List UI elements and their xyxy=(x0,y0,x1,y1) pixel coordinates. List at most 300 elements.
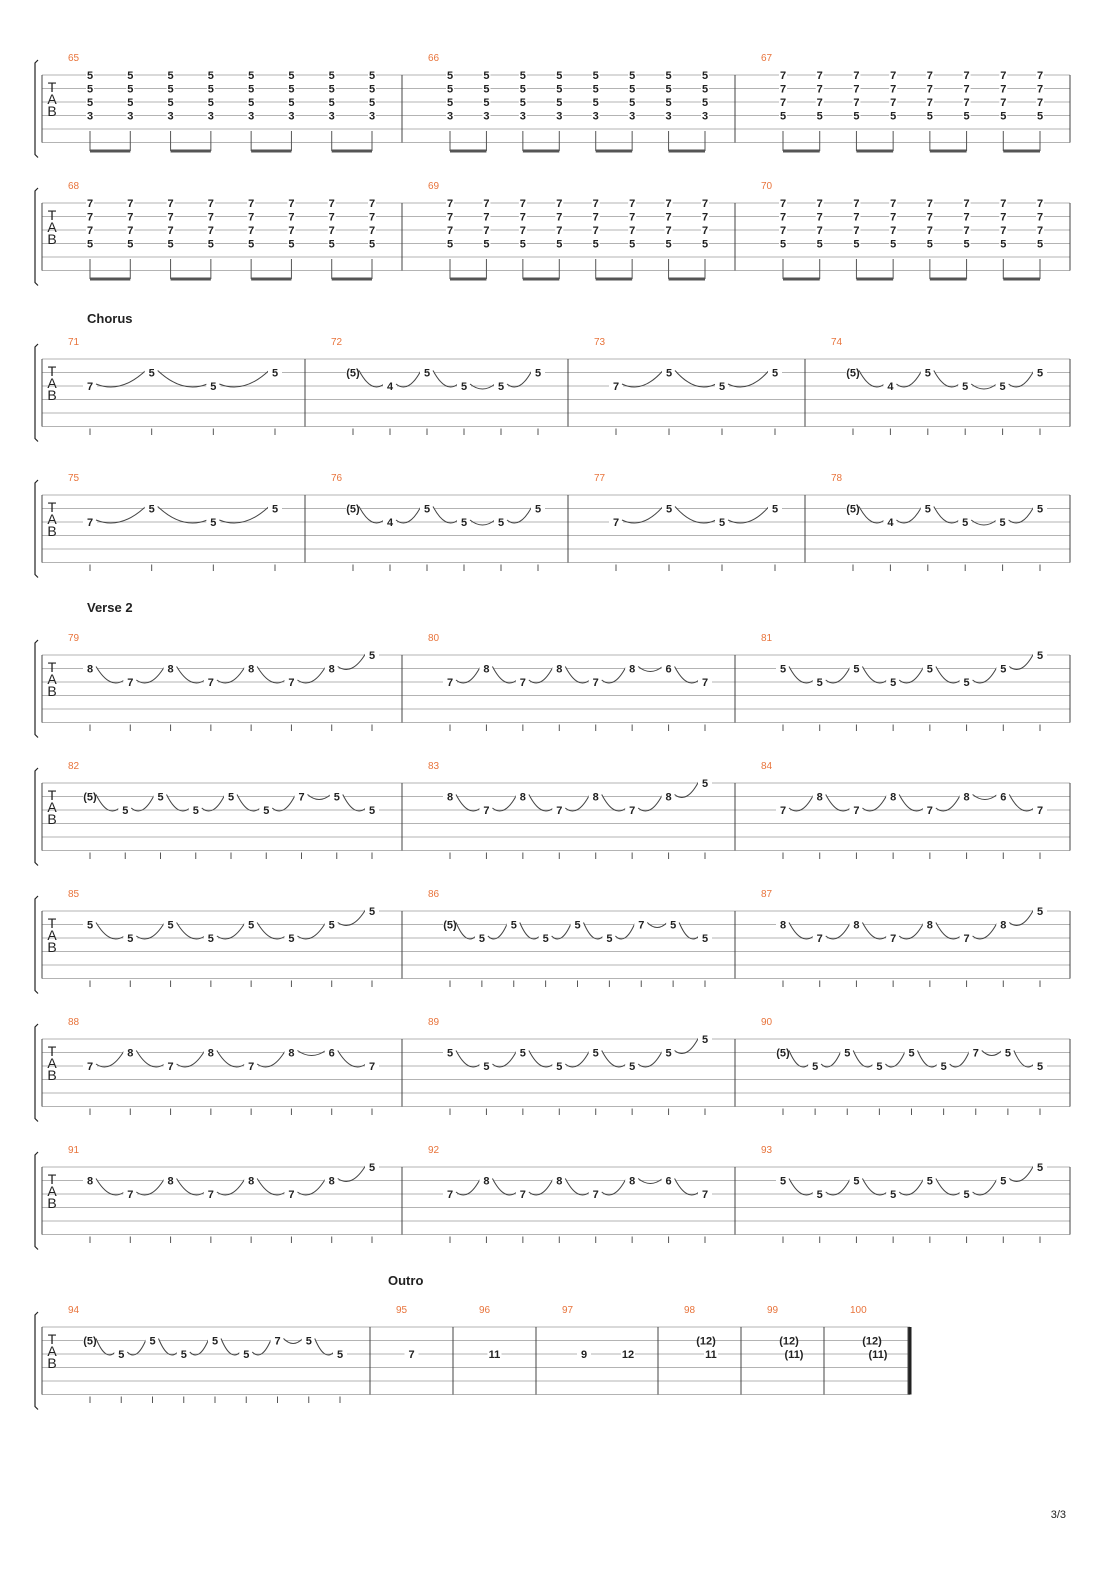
fret-number: 7 xyxy=(853,225,860,237)
fret-number: 8 xyxy=(86,1175,94,1188)
slur-tie xyxy=(565,795,589,811)
fret-number: 5 xyxy=(926,1175,933,1188)
fret-number: 7 xyxy=(368,211,376,224)
slur-tie xyxy=(217,923,245,939)
slur-tie xyxy=(1009,653,1034,669)
fret-number: 5 xyxy=(606,933,613,945)
tab-clef-letter: A xyxy=(47,91,57,107)
fret-number: 8 xyxy=(665,791,672,804)
fret-number: (5) xyxy=(443,919,457,932)
fret-number: 7 xyxy=(483,211,490,224)
fret-number: 7 xyxy=(1036,225,1044,237)
fret-number: 7 xyxy=(665,198,672,210)
fret-number: 3 xyxy=(207,110,214,123)
fret-number: 4 xyxy=(386,381,394,393)
fret-number: 5 xyxy=(127,933,134,945)
fret-number: 5 xyxy=(1036,1162,1044,1174)
fret-number: 7 xyxy=(963,198,970,210)
slur-tie xyxy=(217,1051,245,1067)
fret-number: 5 xyxy=(963,1189,970,1201)
fret-number: 5 xyxy=(534,503,542,516)
fret-number: 8 xyxy=(853,919,860,932)
fret-number: 5 xyxy=(271,367,279,380)
fret-number: 7 xyxy=(519,677,526,689)
slur-tie xyxy=(675,507,716,523)
tab-clef-letter: B xyxy=(47,683,57,699)
slur-tie xyxy=(789,795,814,811)
slur-tie xyxy=(789,923,814,939)
fret-number: 7 xyxy=(629,225,636,237)
fret-number: (12) xyxy=(696,1335,716,1348)
slur-tie xyxy=(456,923,476,939)
fret-number: 7 xyxy=(519,1189,526,1201)
fret-number: 8 xyxy=(483,1175,490,1188)
fret-number: 7 xyxy=(127,677,134,689)
tab-clef-letter: A xyxy=(47,1183,57,1199)
fret-number: 7 xyxy=(963,97,970,109)
tab-clef-letter: B xyxy=(47,1195,57,1211)
fret-number: (5) xyxy=(83,791,97,804)
fret-number: 7 xyxy=(207,1189,214,1201)
fret-number: 5 xyxy=(368,650,376,662)
slur-tie xyxy=(456,795,480,811)
fret-number: 7 xyxy=(368,198,376,210)
fret-number: 5 xyxy=(328,83,335,96)
fret-number: 7 xyxy=(779,97,787,109)
slur-tie xyxy=(257,923,285,939)
fret-number: 3 xyxy=(519,110,526,123)
fret-number: 8 xyxy=(779,919,787,932)
slur-tie xyxy=(602,667,626,683)
slur-tie xyxy=(359,371,384,387)
fret-number: 5 xyxy=(908,1047,915,1060)
fret-number: 7 xyxy=(519,198,526,210)
tab-clef-letter: A xyxy=(47,375,57,391)
slur-tie xyxy=(488,923,508,939)
slur-tie xyxy=(359,507,384,523)
tab-clef-letter: A xyxy=(47,511,57,527)
fret-number: 7 xyxy=(890,211,897,224)
slur-tie xyxy=(177,667,205,683)
slur-tie xyxy=(973,1179,998,1195)
slur-tie xyxy=(728,371,769,387)
fret-number: 8 xyxy=(926,919,933,932)
slur-tie xyxy=(338,1051,366,1067)
system-bracket xyxy=(35,480,38,578)
fret-number: 5 xyxy=(592,1047,599,1060)
fret-number: 5 xyxy=(1004,1047,1011,1060)
fret-number: 3 xyxy=(446,110,454,123)
fret-number: 7 xyxy=(779,70,787,82)
fret-number: 5 xyxy=(926,663,933,676)
fret-number: 7 xyxy=(207,211,214,224)
slur-tie xyxy=(217,667,245,683)
slur-tie xyxy=(675,781,699,797)
fret-number: 11 xyxy=(488,1349,501,1361)
measure-number: 68 xyxy=(68,181,80,192)
slur-tie xyxy=(728,507,769,523)
fret-number: 6 xyxy=(1000,791,1007,804)
fret-number: 7 xyxy=(483,225,490,237)
fret-number: 5 xyxy=(288,238,295,251)
slur-tie xyxy=(602,1051,626,1067)
fret-number: 3 xyxy=(701,110,709,123)
fret-number: 5 xyxy=(853,1175,860,1188)
system-bracket xyxy=(35,60,38,158)
fret-number: 5 xyxy=(127,83,134,96)
fret-number: 5 xyxy=(227,791,235,804)
fret-number: 7 xyxy=(963,933,970,945)
fret-number: 4 xyxy=(386,517,394,529)
slur-tie xyxy=(826,667,851,683)
fret-number: 5 xyxy=(963,677,970,689)
fret-number: 7 xyxy=(963,83,970,96)
system-bracket xyxy=(35,344,38,442)
fret-number: 5 xyxy=(771,503,779,516)
fret-number: 7 xyxy=(127,225,134,237)
fret-number: 5 xyxy=(779,663,787,676)
fret-number: 7 xyxy=(86,381,94,393)
fret-number: 5 xyxy=(460,381,468,393)
slur-tie xyxy=(396,371,421,387)
fret-number: 5 xyxy=(248,919,255,932)
fret-number: 5 xyxy=(629,1061,636,1073)
fret-number: 5 xyxy=(207,933,214,945)
fret-number: 5 xyxy=(812,1061,819,1073)
fret-number: 5 xyxy=(519,1047,526,1060)
fret-number: 7 xyxy=(665,211,672,224)
measure-number: 72 xyxy=(331,337,343,348)
fret-number: 5 xyxy=(328,97,335,109)
fret-number: 5 xyxy=(211,1335,219,1348)
tab-clef-letter: B xyxy=(47,523,57,539)
slur-tie xyxy=(136,667,164,683)
slur-tie xyxy=(507,371,532,387)
fret-number: 5 xyxy=(665,238,672,251)
fret-number: 7 xyxy=(86,211,94,224)
fret-number: 7 xyxy=(853,805,860,817)
fret-number: 5 xyxy=(924,367,931,380)
fret-number: 7 xyxy=(86,1061,94,1073)
fret-number: 7 xyxy=(816,70,823,82)
fret-number: 5 xyxy=(288,83,295,96)
tab-clef-letter: T xyxy=(47,363,57,379)
slur-tie xyxy=(1009,371,1034,387)
fret-number: 5 xyxy=(271,503,279,516)
tab-clef-letter: T xyxy=(47,787,57,803)
fret-number: 5 xyxy=(167,83,174,96)
fret-number: 5 xyxy=(483,97,490,109)
fret-number: 3 xyxy=(368,110,376,123)
fret-number: 5 xyxy=(629,97,636,109)
fret-number: 5 xyxy=(779,238,787,251)
slur-tie xyxy=(456,667,480,683)
fret-number: (12) xyxy=(779,1335,799,1348)
system-bracket xyxy=(35,188,38,286)
slur-tie xyxy=(565,1179,589,1195)
fret-number: (5) xyxy=(346,367,360,380)
tab-clef-letter: A xyxy=(47,1055,57,1071)
slur-tie xyxy=(343,795,366,811)
fret-number: 8 xyxy=(248,663,255,676)
fret-number: 5 xyxy=(368,238,376,251)
slur-tie xyxy=(252,1339,271,1355)
fret-number: 7 xyxy=(926,211,933,224)
fret-number: 7 xyxy=(167,198,174,210)
fret-number: 7 xyxy=(248,198,255,210)
fret-number: 3 xyxy=(556,110,563,123)
slur-tie xyxy=(675,371,716,387)
slur-tie xyxy=(638,1179,662,1184)
slur-tie xyxy=(433,507,458,523)
measure-number: 85 xyxy=(68,889,80,900)
fret-number: 3 xyxy=(167,110,174,123)
fret-number: 8 xyxy=(890,791,897,804)
section-label: Chorus xyxy=(87,311,133,326)
slur-tie xyxy=(96,795,119,811)
slur-tie xyxy=(257,1179,285,1195)
slur-tie xyxy=(896,507,921,523)
measure-number: 89 xyxy=(428,1017,440,1028)
fret-number: 7 xyxy=(853,198,860,210)
slur-tie xyxy=(338,653,366,669)
fret-number: 7 xyxy=(127,198,134,210)
fret-number: 7 xyxy=(167,211,174,224)
slur-tie xyxy=(257,1051,285,1067)
slur-tie xyxy=(158,371,208,387)
fret-number: 7 xyxy=(274,1335,281,1348)
fret-number: 7 xyxy=(248,211,255,224)
system-bracket xyxy=(35,1312,38,1410)
measure-number: 84 xyxy=(761,761,773,772)
fret-number: 5 xyxy=(816,238,823,251)
fret-number: 5 xyxy=(248,238,255,251)
fret-number: 7 xyxy=(926,805,933,817)
fret-number: 7 xyxy=(853,97,860,109)
slur-tie xyxy=(602,1179,626,1195)
section-label: Verse 2 xyxy=(87,600,133,615)
measure-number: 71 xyxy=(68,337,80,348)
fret-number: 5 xyxy=(556,83,563,96)
fret-number: 7 xyxy=(592,225,599,237)
fret-number: 8 xyxy=(629,663,636,676)
slur-tie xyxy=(338,909,366,925)
fret-number: 8 xyxy=(86,663,94,676)
fret-number: 5 xyxy=(629,70,636,82)
fret-number: 11 xyxy=(705,1349,717,1361)
fret-number: 5 xyxy=(180,1349,187,1361)
fret-number: 7 xyxy=(248,225,255,237)
slur-tie xyxy=(973,923,998,939)
system-bracket xyxy=(35,768,38,866)
fret-number: 7 xyxy=(779,225,787,237)
fret-number: 7 xyxy=(127,1189,134,1201)
fret-number: 5 xyxy=(1036,367,1044,380)
fret-number: 5 xyxy=(592,97,599,109)
slur-tie xyxy=(470,520,495,525)
slur-tie xyxy=(315,1339,334,1355)
fret-number: 7 xyxy=(779,211,787,224)
fret-number: 5 xyxy=(779,110,787,123)
fret-number: 5 xyxy=(816,677,823,689)
slur-tie xyxy=(217,1179,245,1195)
slur-tie xyxy=(973,667,998,683)
slur-tie xyxy=(529,667,553,683)
fret-number: 5 xyxy=(243,1349,250,1361)
measure-number: 94 xyxy=(68,1305,80,1316)
measure-number: 96 xyxy=(479,1305,491,1316)
slur-tie xyxy=(862,1179,887,1195)
measure-number: 77 xyxy=(594,473,606,484)
measure-number: 87 xyxy=(761,889,773,900)
fret-number: 7 xyxy=(167,225,174,237)
fret-number: 8 xyxy=(328,663,335,676)
fret-number: 7 xyxy=(701,225,709,237)
fret-number: 5 xyxy=(592,70,599,82)
slur-tie xyxy=(492,1051,516,1067)
tab-clef-letter: T xyxy=(47,659,57,675)
fret-number: 5 xyxy=(167,919,174,932)
fret-number: 4 xyxy=(887,381,894,393)
slur-tie xyxy=(647,923,667,928)
fret-number: 7 xyxy=(963,225,970,237)
tab-clef-letter: B xyxy=(47,939,57,955)
fret-number: 7 xyxy=(483,805,490,817)
tab-clef-letter: T xyxy=(47,499,57,515)
slur-tie xyxy=(297,1179,325,1195)
fret-number: 7 xyxy=(592,677,599,689)
slur-tie xyxy=(789,1051,809,1067)
fret-number: 7 xyxy=(779,805,787,817)
fret-number: 3 xyxy=(86,110,94,123)
fret-number: 7 xyxy=(328,198,335,210)
tab-clef-letter: B xyxy=(47,387,57,403)
fret-number: 7 xyxy=(1000,70,1007,82)
slur-tie xyxy=(529,1051,553,1067)
slur-tie xyxy=(862,795,887,811)
slur-tie xyxy=(859,371,884,387)
slur-tie xyxy=(96,923,124,939)
fret-number: 7 xyxy=(1036,70,1044,82)
fret-number: 8 xyxy=(127,1047,134,1060)
tab-clef-letter: B xyxy=(47,811,57,827)
fret-number: (5) xyxy=(846,367,860,380)
tab-clef-letter: T xyxy=(47,207,57,223)
fret-number: 5 xyxy=(446,97,454,109)
fret-number: 5 xyxy=(853,238,860,251)
tab-clef-letter: A xyxy=(47,219,57,235)
slur-tie xyxy=(529,1179,553,1195)
fret-number: 7 xyxy=(483,198,490,210)
measure-number: 70 xyxy=(761,181,773,192)
fret-number: 3 xyxy=(288,110,295,123)
fret-number: 8 xyxy=(629,1175,636,1188)
fret-number: 5 xyxy=(148,503,155,516)
slur-tie xyxy=(167,795,190,811)
slur-tie xyxy=(456,1051,480,1067)
tab-clef-letter: A xyxy=(47,927,57,943)
fret-number: 7 xyxy=(288,198,295,210)
fret-number: 5 xyxy=(446,83,454,96)
fret-number: 5 xyxy=(86,70,94,82)
slur-tie xyxy=(529,795,553,811)
fret-number: 3 xyxy=(629,110,636,123)
fret-number: 7 xyxy=(519,225,526,237)
tab-clef-letter: A xyxy=(47,1343,57,1359)
fret-number: 5 xyxy=(368,83,376,96)
fret-number: 5 xyxy=(962,381,969,393)
slur-tie xyxy=(338,1165,366,1181)
slur-tie xyxy=(826,795,851,811)
fret-number: 5 xyxy=(497,517,505,529)
slur-tie xyxy=(934,507,959,523)
measure-number: 91 xyxy=(68,1145,80,1156)
slur-tie xyxy=(284,1339,303,1344)
fret-number: 7 xyxy=(86,198,94,210)
fret-number: 5 xyxy=(718,517,726,529)
measure-number: 83 xyxy=(428,761,440,772)
fret-number: 7 xyxy=(1036,198,1044,210)
fret-number: 5 xyxy=(248,70,255,82)
fret-number: 7 xyxy=(288,211,295,224)
fret-number: 5 xyxy=(890,110,897,123)
fret-number: 5 xyxy=(876,1061,883,1073)
fret-number: 5 xyxy=(519,238,526,251)
fret-number: 5 xyxy=(328,70,335,82)
slur-tie xyxy=(127,1339,146,1355)
slur-tie xyxy=(177,923,205,939)
fret-number: 7 xyxy=(408,1349,415,1361)
fret-number: 5 xyxy=(542,933,549,945)
fret-number: 5 xyxy=(86,919,94,932)
measure-number: 80 xyxy=(428,633,440,644)
fret-number: 5 xyxy=(701,97,709,109)
measure-number: 90 xyxy=(761,1017,773,1028)
slur-tie xyxy=(899,1179,924,1195)
fret-number: 7 xyxy=(519,211,526,224)
fret-number: 7 xyxy=(446,211,454,224)
slur-tie xyxy=(971,384,996,389)
fret-number: 7 xyxy=(972,1047,979,1060)
fret-number: 5 xyxy=(816,110,823,123)
fret-number: 7 xyxy=(816,225,823,237)
fret-number: 7 xyxy=(167,1061,174,1073)
fret-number: 7 xyxy=(288,1189,295,1201)
fret-number: 8 xyxy=(207,1047,214,1060)
slur-tie xyxy=(826,1179,851,1195)
fret-number: 5 xyxy=(127,70,134,82)
fret-number: 5 xyxy=(629,83,636,96)
fret-number: 5 xyxy=(305,1335,312,1348)
fret-number: 5 xyxy=(926,238,933,251)
slur-tie xyxy=(821,1051,841,1067)
fret-number: 5 xyxy=(207,83,214,96)
slur-tie xyxy=(237,795,260,811)
slur-tie xyxy=(936,795,961,811)
fret-number: 7 xyxy=(890,198,897,210)
slur-tie xyxy=(638,667,662,672)
fret-number: (5) xyxy=(776,1047,790,1060)
fret-number: 5 xyxy=(890,1189,897,1201)
fret-number: 5 xyxy=(924,503,931,516)
slur-tie xyxy=(789,1179,814,1195)
fret-number: 7 xyxy=(890,70,897,82)
fret-number: 5 xyxy=(248,97,255,109)
fret-number: 8 xyxy=(167,1175,174,1188)
tab-clef-letter: T xyxy=(47,1171,57,1187)
fret-number: 7 xyxy=(207,198,214,210)
fret-number: 7 xyxy=(328,225,335,237)
